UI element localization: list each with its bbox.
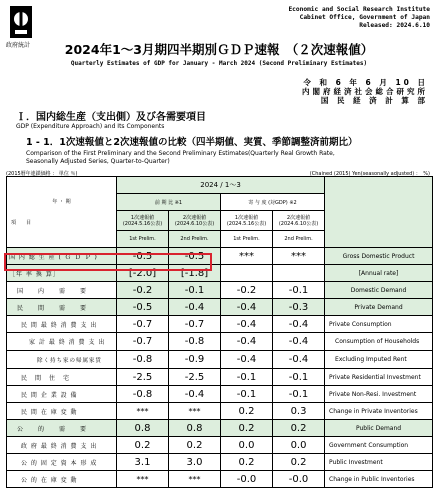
contrib-first: 0.2 <box>221 454 273 471</box>
row-label-en: Private Residential Investment <box>325 369 433 386</box>
org-jp-2: 国 民 経 済 計 算 部 <box>320 96 428 105</box>
contrib-second: -0.1 <box>273 282 325 299</box>
value-first: -0.5 <box>117 248 169 265</box>
unit-basis: (2015暦年連鎖価格 ： 単位 ％) <box>6 171 78 177</box>
value-second: [-1.8] <box>169 265 221 282</box>
table-row <box>7 437 433 454</box>
value-second: -0.4 <box>169 386 221 403</box>
date-jp: 令 和 6 年 6 月 10 日 <box>303 78 428 87</box>
row-label-en: [Annual rate] <box>325 265 433 282</box>
contrib-second: -0.4 <box>273 316 325 333</box>
header-first-prelim-jp: 1次速報値 (2024.5.16公表) <box>117 211 169 231</box>
header-year-item <box>7 177 117 248</box>
value-second: -0.4 <box>169 299 221 316</box>
org-line-2: Cabinet Office, Government of Japan <box>299 14 430 21</box>
value-first: -0.7 <box>117 316 169 333</box>
table-row <box>7 299 433 316</box>
value-second: -0.9 <box>169 351 221 369</box>
table-row <box>7 471 433 488</box>
japanese-date-block <box>302 78 428 105</box>
gdp-comparison-table <box>6 176 433 488</box>
contrib-first: *** <box>221 248 273 265</box>
contrib-second <box>273 265 325 282</box>
row-label: 公 的 需 要 <box>7 420 117 437</box>
value-first: -0.5 <box>117 299 169 316</box>
table-row <box>7 386 433 403</box>
subsection-en-line-1: Comparison of the First Preliminary and the Second Preliminary Estimates(Quarterly Real Growth Rate, <box>26 150 335 157</box>
table-row <box>7 420 433 437</box>
logo-caption: 政府統計 <box>6 42 31 49</box>
annual-rate-highlight-box <box>4 253 212 271</box>
unit-chained: (Chained (2015) Yen(seasonally adjusted) ： %) <box>309 171 430 177</box>
contrib-first: 0.0 <box>221 437 273 454</box>
page-subtitle: Quarterly Estimates of GDP for January - March 2024 (Second Preliminary Estimates) <box>70 60 368 67</box>
value-first: -2.5 <box>117 369 169 386</box>
contrib-second: 0.2 <box>273 420 325 437</box>
header-qoq: 前 期 比 ※1 <box>117 194 221 211</box>
header-year-period: 年 ・ 期 <box>52 199 71 205</box>
row-label-en: Consumption of Households <box>325 333 433 351</box>
row-label: 国 内 需 要 <box>7 282 117 299</box>
value-first: -0.7 <box>117 333 169 351</box>
table-row <box>7 282 433 299</box>
row-label: 民 間 需 要 <box>7 299 117 316</box>
table-row <box>7 316 433 333</box>
header-contrib-first-jp: 1次速報値 (2024.5.16公表) <box>221 211 273 231</box>
contrib-second: -0.1 <box>273 386 325 403</box>
value-second: *** <box>169 403 221 420</box>
header-period: 2024 / 1～3 <box>117 177 325 194</box>
row-label: 民 間 最 終 消 費 支 出 <box>7 316 117 333</box>
table-row <box>7 369 433 386</box>
value-second: -0.5 <box>169 248 221 265</box>
contrib-second: 0.3 <box>273 403 325 420</box>
header-contrib-1st: 1st Prelim. <box>221 231 273 248</box>
row-label: 民 間 企 業 設 備 <box>7 386 117 403</box>
value-second: *** <box>169 471 221 488</box>
header-second-prelim-jp: 2次速報値 (2024.6.10公表) <box>169 211 221 231</box>
contrib-first: -0.1 <box>221 386 273 403</box>
row-label-en: Change in Public Inventories <box>325 471 433 488</box>
contrib-second: 0.2 <box>273 454 325 471</box>
contrib-first: 0.2 <box>221 403 273 420</box>
contrib-first: -0.4 <box>221 316 273 333</box>
value-second: 0.2 <box>169 437 221 454</box>
header-contribution: 寄 与 度 (対GDP) ※2 <box>221 194 325 211</box>
value-first: -0.8 <box>117 386 169 403</box>
row-label: 政 府 最 終 消 費 支 出 <box>7 437 117 454</box>
contrib-second: -0.3 <box>273 299 325 316</box>
header-en-blank <box>325 177 433 248</box>
table-row <box>7 454 433 471</box>
header-item: 項 目 <box>11 220 32 226</box>
section-title: Ｉ．国内総生産（支出側）及び各需要項目 <box>16 112 206 123</box>
contrib-first: -0.4 <box>221 351 273 369</box>
value-second: 0.8 <box>169 420 221 437</box>
org-line-1: Economic and Social Research Institute <box>288 6 430 13</box>
row-label-en: Excluding Imputed Rent <box>325 351 433 369</box>
contrib-second: -0.4 <box>273 333 325 351</box>
row-label-en: Gross Domestic Product <box>325 248 433 265</box>
row-label: 国 内 総 生 産 ( Ｇ Ｄ Ｐ ) <box>7 248 117 265</box>
header-1st-prelim: 1st Prelim. <box>117 231 169 248</box>
section-title-en: GDP (Expenditure Approach) and Its Components <box>16 123 165 130</box>
value-second: -2.5 <box>169 369 221 386</box>
table-row <box>7 333 433 351</box>
row-label: ［年 率 換 算］ <box>7 265 117 282</box>
release-date: Released: 2024.6.10 <box>359 22 430 29</box>
estat-logo-icon <box>10 6 32 38</box>
row-label: 公 的 在 庫 変 動 <box>7 471 117 488</box>
contrib-second: -0.0 <box>273 471 325 488</box>
value-second: 3.0 <box>169 454 221 471</box>
value-first: -0.2 <box>117 282 169 299</box>
contrib-first <box>221 265 273 282</box>
value-first: 0.2 <box>117 437 169 454</box>
value-first: -0.8 <box>117 351 169 369</box>
value-second: -0.1 <box>169 282 221 299</box>
subsection-title: 1 - 1．1次速報値と2次速報値の比較（四半期値、実質、季節調整済前期比） <box>26 137 358 148</box>
value-second: -0.8 <box>169 333 221 351</box>
table-row <box>7 403 433 420</box>
value-first: [-2.0] <box>117 265 169 282</box>
page-title: 2024年1～3月期四半期別ＧＤＰ速報 （２次速報値） <box>64 42 374 57</box>
contrib-first: -0.0 <box>221 471 273 488</box>
value-first: 0.8 <box>117 420 169 437</box>
row-label-en: Private Consumption <box>325 316 433 333</box>
row-label-en: Government Consumption <box>325 437 433 454</box>
row-label-en: Change in Private Inventories <box>325 403 433 420</box>
value-second: -0.7 <box>169 316 221 333</box>
header-2nd-prelim: 2nd Prelim. <box>169 231 221 248</box>
row-label-en: Public Investment <box>325 454 433 471</box>
header-contrib-2nd: 2nd Prelim. <box>273 231 325 248</box>
subsection-title-en <box>26 150 335 166</box>
row-label-en: Private Demand <box>325 299 433 316</box>
contrib-second: -0.4 <box>273 351 325 369</box>
value-first: 3.1 <box>117 454 169 471</box>
row-label: 公 的 固 定 資 本 形 成 <box>7 454 117 471</box>
value-first: *** <box>117 403 169 420</box>
contrib-first: -0.1 <box>221 369 273 386</box>
row-label-en: Domestic Demand <box>325 282 433 299</box>
org-jp-1: 内閣府経済社会総合研究所 <box>302 87 428 96</box>
subsection-en-line-2: Seasonally Adjusted Series, Quarter-to-Quarter) <box>26 158 170 165</box>
row-label: 除く持ち家の帰属家賃 <box>7 351 117 369</box>
table-row <box>7 351 433 369</box>
row-label-en: Private Non-Resi. Investment <box>325 386 433 403</box>
contrib-first: -0.4 <box>221 333 273 351</box>
contrib-second: *** <box>273 248 325 265</box>
row-label: 民 間 住 宅 <box>7 369 117 386</box>
contrib-second: -0.1 <box>273 369 325 386</box>
value-first: *** <box>117 471 169 488</box>
row-label: 家 計 最 終 消 費 支 出 <box>7 333 117 351</box>
contrib-first: 0.2 <box>221 420 273 437</box>
row-label: 民 間 在 庫 変 動 <box>7 403 117 420</box>
org-block <box>288 6 430 30</box>
contrib-first: -0.4 <box>221 299 273 316</box>
header-contrib-second-jp: 2次速報値 (2024.6.10公表) <box>273 211 325 231</box>
contrib-first: -0.2 <box>221 282 273 299</box>
contrib-second: 0.0 <box>273 437 325 454</box>
row-label-en: Public Demand <box>325 420 433 437</box>
